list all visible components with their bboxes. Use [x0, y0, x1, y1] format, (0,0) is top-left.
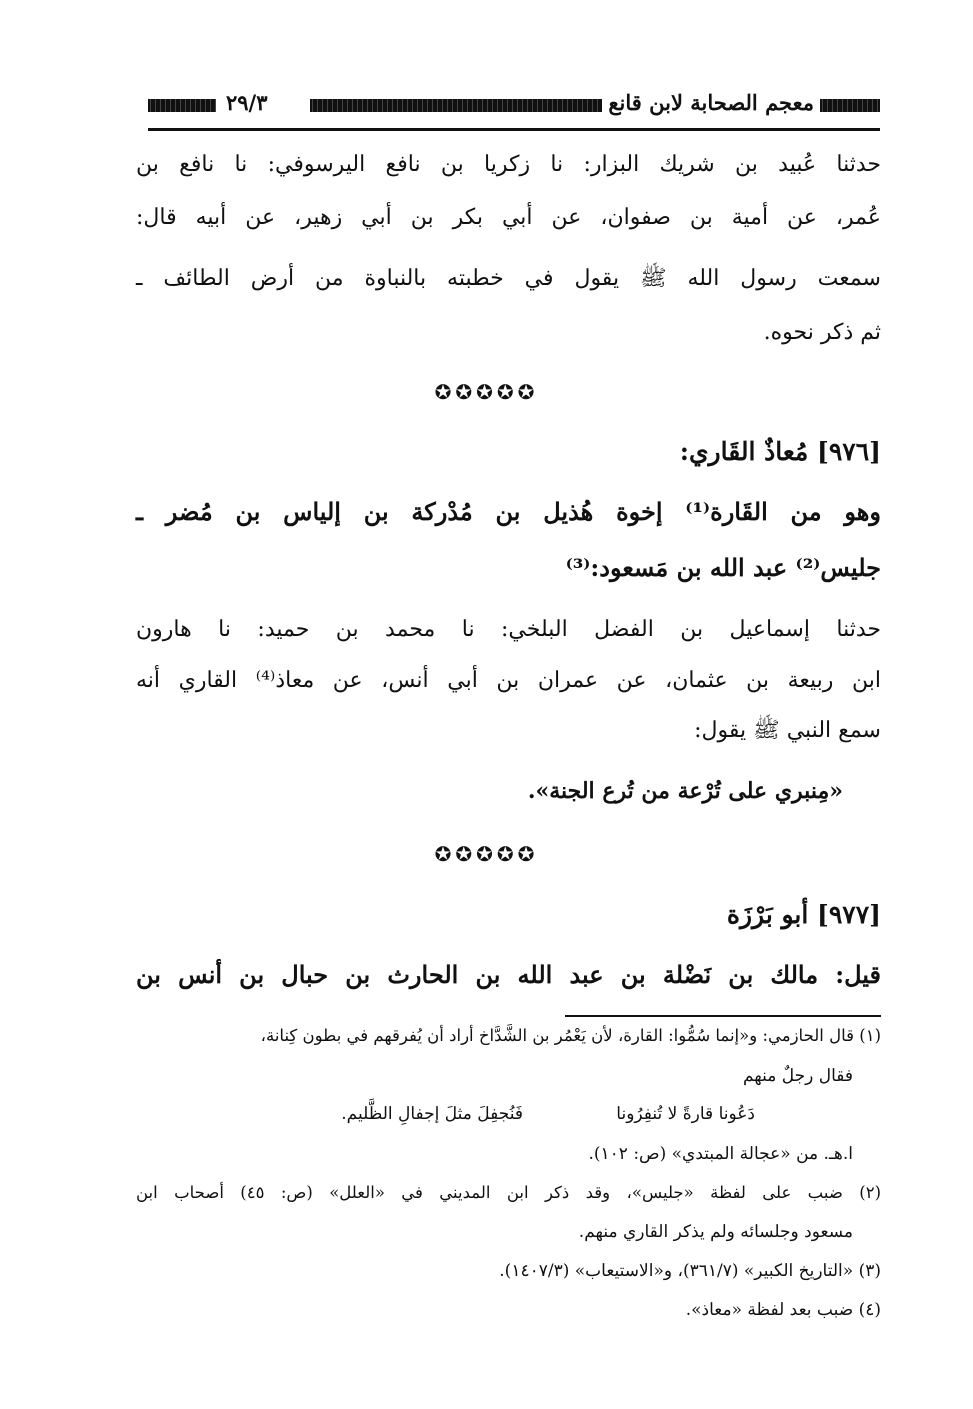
body-line: حدثنا عُبيد بن شريك البزار: نا زكريا بن نافع اليرسوفي: نا نافع بن — [136, 152, 881, 177]
body-line: ابن ربيعة بن عثمان، عن عمران بن أبي أنس، عن معاذ⁽⁴⁾ القاري أنه — [136, 668, 881, 693]
footnote-1-source: ا.هـ. من «عجالة المبتدي» (ص: ١٠٢). — [588, 1144, 853, 1164]
footnote-2: (٢) ضبب على لفظة «جليس»، وقد ذكر ابن المديني في «العلل» (ص: ٤٥) أصحاب ابن — [136, 1183, 881, 1202]
footnote-rule — [565, 1015, 881, 1017]
hadith-text: «مِنبري على تُرْعة من تُرع الجنة». — [527, 778, 843, 804]
entry-description: وهو من القَارة⁽¹⁾ إخوة هُذيل بن مُدْركة بن إلياس بن مُضر ـ — [136, 497, 882, 526]
body-line: عُمر، عن أمية بن صفوان، عن أبي بكر بن أبي زهير، عن أبيه قال: — [136, 205, 881, 230]
book-title: معجم الصحابة لابن قانع — [602, 90, 820, 115]
body-line: حدثنا إسماعيل بن الفضل البلخي: نا محمد بن حميد: نا هارون — [136, 617, 881, 642]
header-rule — [148, 128, 880, 131]
footnote-2-continued: مسعود وجلسائه ولم يذكر القاري منهم. — [578, 1222, 853, 1242]
footnote-verse-second-hemistich: فَنُجفِلَ مثلَ إجفالِ الظَّليم. — [341, 1104, 523, 1124]
footnote-1: (١) قال الحازمي: و«إنما سُمُّوا: القارة، لأن يَعْمُر بن الشَّدَّاخ أراد أن يُفرقهم في بطون كِنانة، — [260, 1026, 881, 1045]
entry-description: جليس⁽²⁾ عبد الله بن مَسعود:⁽³⁾ — [565, 553, 881, 582]
header-ornament-left — [148, 99, 216, 112]
body-line: ثم ذكر نحوه. — [763, 320, 881, 345]
footnote-4: (٤) ضبب بعد لفظة «معاذ». — [685, 1300, 881, 1320]
entry-description: قيل: مالك بن نَضْلة بن عبد الله بن الحارث بن حبال بن أنس بن — [136, 960, 881, 989]
page-number: ٢٩/٣ — [220, 90, 274, 115]
body-line: سمعت رسول الله ﷺ يقول في خطبته بالنباوة من أرض الطائف ـ — [136, 266, 881, 291]
running-header — [148, 88, 880, 122]
footnote-1-continued: فقال رجلٌ منهم — [742, 1066, 853, 1086]
entry-heading-977: [٩٧٧] أبو بَرْزَة — [726, 900, 881, 929]
section-separator: ✪✪✪✪✪ — [434, 842, 539, 866]
header-ornament-middle — [310, 99, 610, 112]
footnote-3: (٣) «التاريخ الكبير» (٣٦١/٧)، و«الاستيعاب» (١٤٠٧/٣). — [499, 1261, 881, 1281]
section-separator: ✪✪✪✪✪ — [434, 380, 539, 404]
entry-heading-976: [٩٧٦] مُعاذٌ القَاري: — [679, 437, 881, 466]
footnote-verse-first-hemistich: دَعُونا قارةً لا تُنفِرُونا — [616, 1104, 755, 1124]
body-line: سمع النبي ﷺ يقول: — [694, 718, 881, 743]
header-ornament-right — [810, 99, 880, 112]
